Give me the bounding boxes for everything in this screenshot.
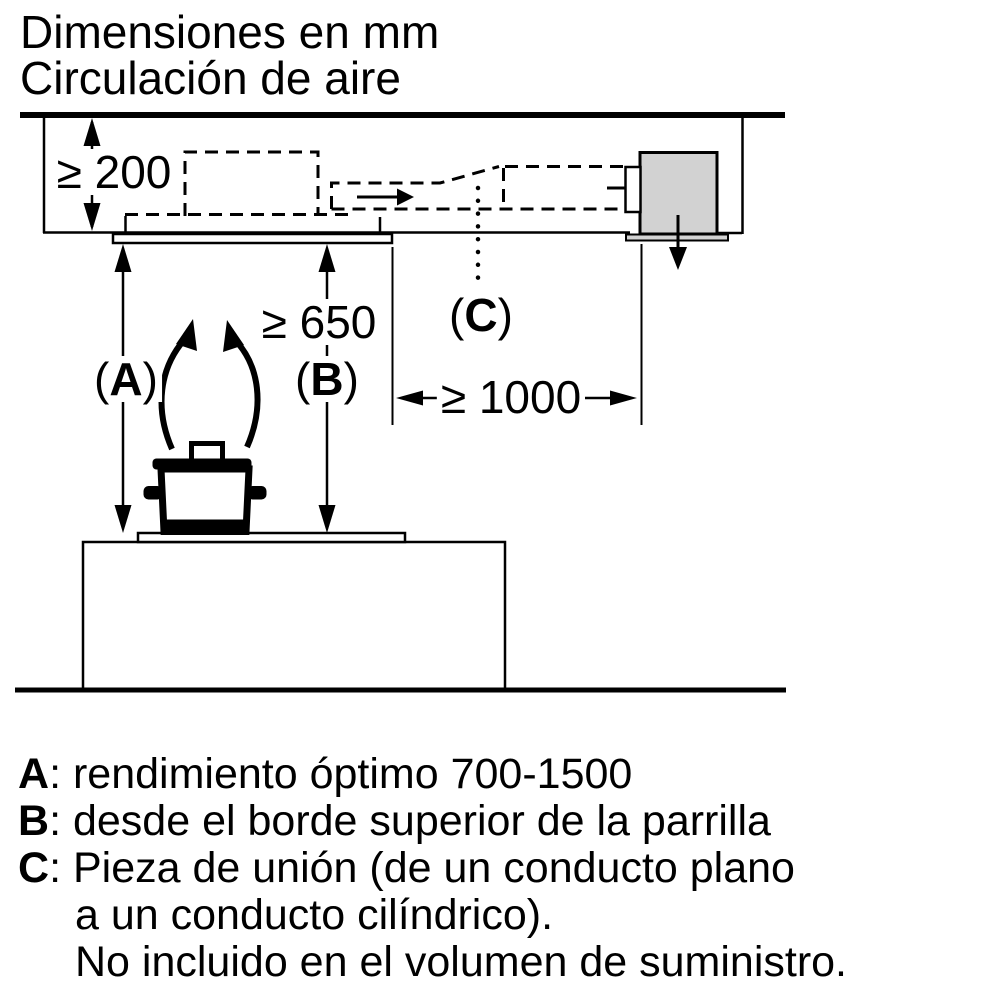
outlet-down-arrow-head	[669, 247, 687, 270]
dim-200-arrow-down	[84, 203, 101, 231]
title-line-mode: Circulación de aire	[20, 52, 401, 104]
dim-1000-arrow-right	[610, 391, 637, 406]
legend-row-c-cont-2: No incluido en el volumen de suministro.	[75, 938, 848, 986]
dim-1000-arrow-left	[396, 391, 423, 406]
hood-panel	[113, 234, 392, 243]
legend-row-a: A: rendimiento óptimo 700-1500	[18, 750, 633, 798]
legend-row-c: C: Pieza de unión (de un conducto plano	[18, 844, 795, 892]
legend	[18, 751, 847, 986]
pot-base	[163, 520, 247, 533]
label-a: (A)	[90, 356, 162, 402]
label-b: (B)	[291, 356, 363, 402]
hood-body-dashed-outline	[185, 152, 318, 216]
dim-1000-label: ≥ 1000	[437, 374, 585, 420]
dim-200-arrow-up	[84, 118, 101, 146]
pot-icon	[144, 444, 267, 533]
title-line-units: Dimensiones en mm	[20, 6, 440, 58]
diagram-title	[20, 6, 440, 104]
dim-a-arrow-down	[115, 505, 132, 533]
dim-200-label: ≥ 200	[53, 149, 176, 195]
legend-row-b: B: desde el borde superior de la parrilla	[18, 797, 771, 845]
dim-b-arrow-up	[319, 244, 336, 272]
label-c: (C)	[449, 289, 513, 341]
steam-arrow-left-curve	[162, 340, 184, 449]
dim-a-arrow-up	[115, 244, 132, 272]
dim-b-arrow-down	[319, 505, 336, 533]
duct-collar	[626, 167, 641, 212]
dim-650-label: ≥ 650	[258, 299, 381, 345]
airflow-arrow-duct-head	[397, 189, 414, 206]
steam-arrow-right-curve	[236, 341, 258, 447]
island-cabinet	[83, 542, 505, 690]
legend-row-c-cont-1: a un conducto cilíndrico).	[75, 891, 554, 939]
